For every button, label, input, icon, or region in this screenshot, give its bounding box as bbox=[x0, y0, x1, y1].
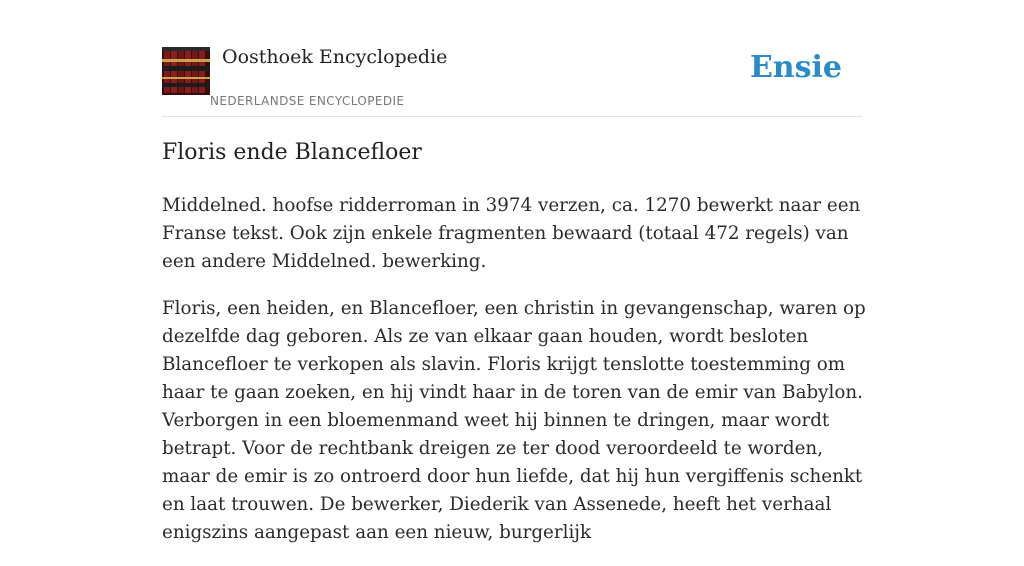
article-body bbox=[162, 192, 867, 566]
article-title: Floris ende Blancefloer bbox=[162, 140, 422, 165]
source-subtitle: NEDERLANDSE ENCYCLOPEDIE bbox=[210, 94, 405, 108]
encyclopedia-books-icon bbox=[162, 47, 210, 95]
source-name[interactable]: Oosthoek Encyclopedie bbox=[222, 46, 448, 68]
source-avatar[interactable] bbox=[162, 47, 210, 95]
article-paragraph: Middelned. hoofse ridderroman in 3974 verzen, ca. 1270 bewerkt naar een Franse tekst. Ook zijn enkele fragmenten bewaard (totaal 472 regels) van een andere Middelned. bewerking. bbox=[162, 195, 861, 272]
source-header bbox=[162, 44, 862, 117]
article-paragraph: Floris, een heiden, en Blancefloer, een christin in gevangenschap, waren op dezelfde dag geboren. Als ze van elkaar gaan houden, wordt besloten Blancefloer te verkopen als slavin. Floris krijgt tenslotte toestemming om haar te gaan zoeken, en hij vindt haar in de toren van de emir van Babylon. Verborgen in een bloemenmand weet hij binnen te dringen, maar wordt betrapt. Voor de rechtbank dreigen ze ter dood veroordeeld te worden, maar de emir is zo ontroerd door hun liefde, dat hij hun vergiffenis schenkt en laat trouwen. De bewerker, Diederik van Assenede, heeft het verhaal enigszins aangepast aan een nieuw, burgerlijk bbox=[162, 298, 866, 543]
ensie-logo[interactable]: Ensie bbox=[749, 50, 842, 85]
